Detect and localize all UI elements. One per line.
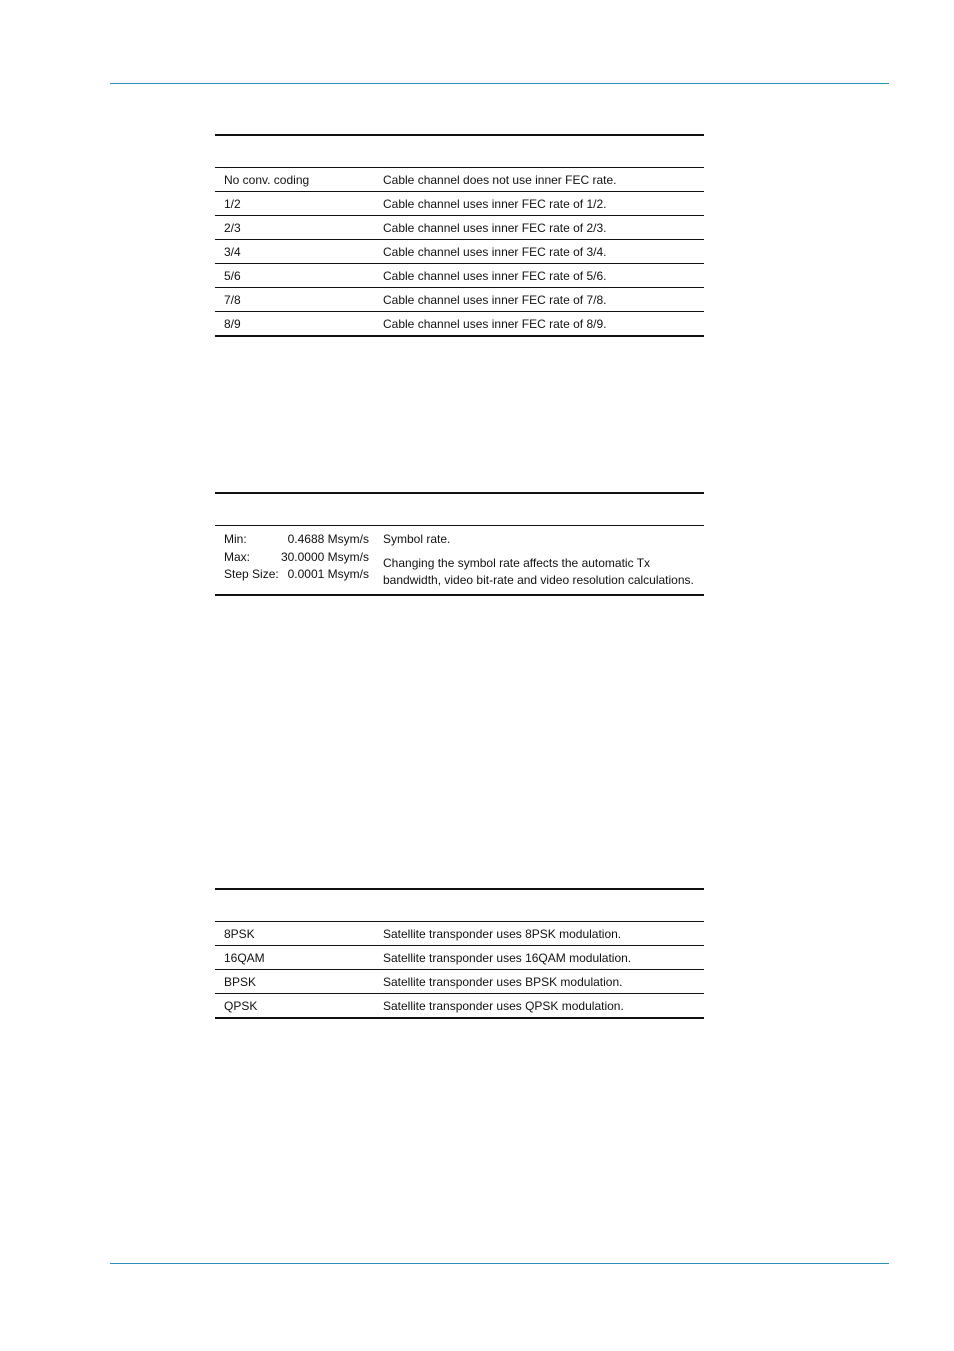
table-row [215, 994, 704, 1019]
option-description: Cable channel uses inner FEC rate of 5/6. [374, 264, 704, 288]
description-cell [374, 526, 704, 595]
table-row [215, 216, 704, 240]
description-line-2: Changing the symbol rate affects the automatic Tx bandwidth, video bit-rate and video resolution calculations. [383, 555, 694, 587]
option-value: No conv. coding [215, 168, 374, 192]
option-value: 16QAM [215, 946, 374, 970]
option-description: Cable channel uses inner FEC rate of 1/2. [374, 192, 704, 216]
max-value: 30.0000 Msym/s [280, 549, 369, 564]
option-value: 7/8 [215, 288, 374, 312]
table-row [215, 312, 704, 337]
table-row [215, 240, 704, 264]
table-row [215, 288, 704, 312]
option-value: 5/6 [215, 264, 374, 288]
option-value: 8/9 [215, 312, 374, 337]
option-value: 8PSK [215, 922, 374, 946]
option-value: 1/2 [215, 192, 374, 216]
option-value: 3/4 [215, 240, 374, 264]
option-description: Cable channel uses inner FEC rate of 3/4. [374, 240, 704, 264]
table-row [215, 192, 704, 216]
header-rule [110, 83, 889, 84]
table-row [215, 946, 704, 970]
table-header-row [215, 889, 704, 922]
option-value: QPSK [215, 994, 374, 1019]
option-value: BPSK [215, 970, 374, 994]
max-range [224, 549, 369, 567]
modulation-table [215, 888, 704, 1019]
table-header-row [215, 135, 704, 168]
option-description: Satellite transponder uses QPSK modulation. [374, 994, 704, 1019]
option-value: 2/3 [215, 216, 374, 240]
step-value: 0.0001 Msym/s [287, 567, 369, 581]
option-description: Satellite transponder uses 8PSK modulation. [374, 922, 704, 946]
table-header-row [215, 493, 704, 526]
table-row [215, 168, 704, 192]
option-description: Satellite transponder uses 16QAM modulation. [374, 946, 704, 970]
step-label: Step Size: [224, 567, 279, 581]
table-row [215, 526, 704, 595]
fec-rate-table [215, 134, 704, 337]
option-description: Cable channel uses inner FEC rate of 8/9. [374, 312, 704, 337]
option-description: Cable channel does not use inner FEC rate. [374, 168, 704, 192]
table-row [215, 970, 704, 994]
min-label: Min: [224, 532, 247, 546]
footer-rule [110, 1263, 889, 1264]
table-row [215, 264, 704, 288]
option-description: Cable channel uses inner FEC rate of 7/8. [374, 288, 704, 312]
symbol-rate-table [215, 492, 704, 596]
step-range [224, 566, 369, 584]
description-line-1: Symbol rate. [383, 532, 451, 546]
range-cell [215, 526, 374, 595]
table-row [215, 922, 704, 946]
option-description: Cable channel uses inner FEC rate of 2/3. [374, 216, 704, 240]
min-range [224, 531, 369, 549]
option-description: Satellite transponder uses BPSK modulation. [374, 970, 704, 994]
min-value: 0.4688 Msym/s [287, 532, 369, 546]
max-label: Max: [224, 549, 251, 564]
